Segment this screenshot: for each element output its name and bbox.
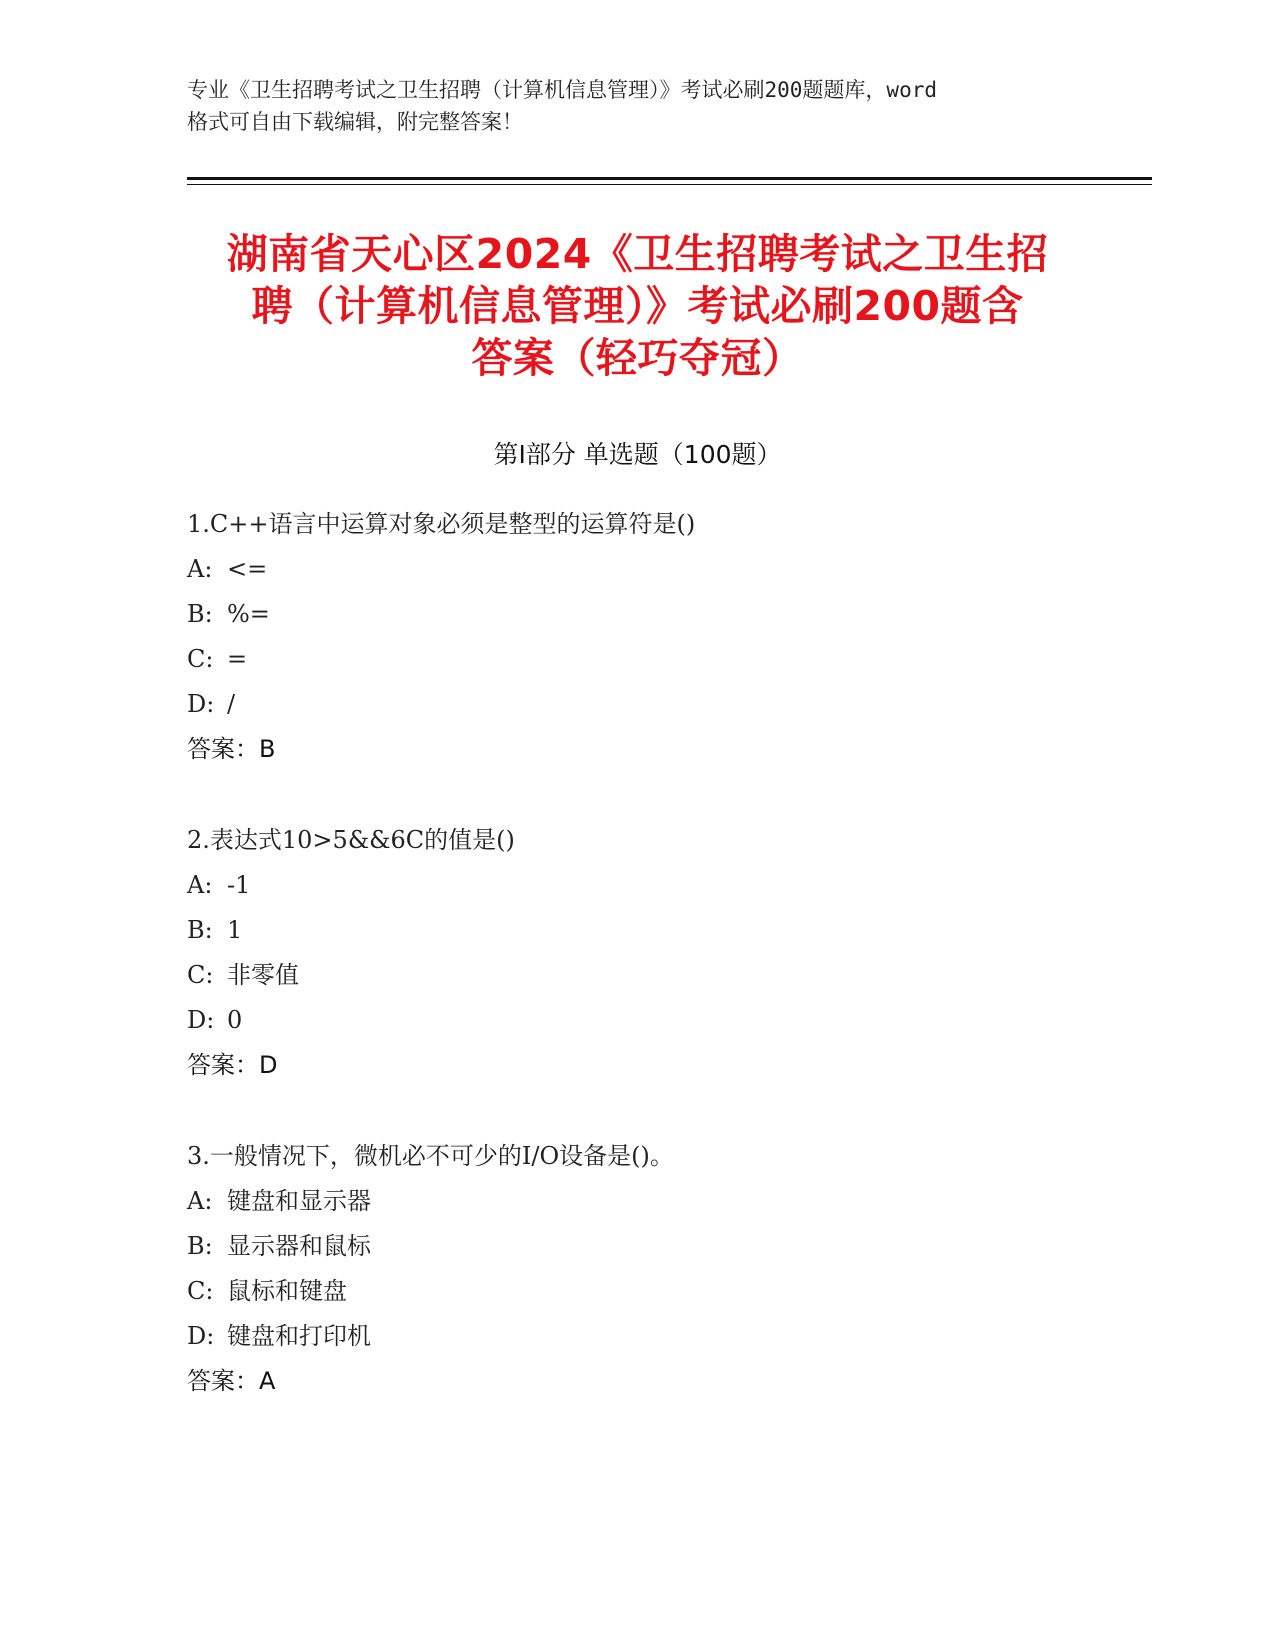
question-1 [187,502,1187,772]
title-line-3: 答案（轻巧夺冠） [471,334,804,382]
section-heading: 第Ⅰ部分 单选题（100题） [493,440,782,469]
option-text: 1 [227,916,243,944]
question-3 [187,1134,1187,1404]
option-text: -1 [227,871,251,899]
option-c [187,953,1187,998]
header-note-line-1: 专业《卫生招聘考试之卫生招聘（计算机信息管理）》考试必刷200题题库，word [187,78,937,102]
option-c [187,1269,1187,1314]
document-title [160,228,1115,384]
option-d [187,1314,1187,1359]
option-b [187,908,1187,953]
option-letter: A: [187,555,213,583]
answer-line: 答案：A [187,1367,276,1395]
option-a [187,1179,1187,1224]
option-letter: B: [187,916,213,944]
option-letter: B: [187,600,213,628]
option-d [187,998,1187,1043]
answer-line: 答案：D [187,1051,278,1079]
option-letter: B: [187,1232,213,1260]
option-letter: C: [187,961,214,989]
option-b [187,1224,1187,1269]
option-text: = [227,645,248,673]
option-text: 显示器和鼠标 [227,1232,371,1260]
option-letter: A: [187,1187,213,1215]
option-text: 0 [227,1006,243,1034]
option-letter: D: [187,690,215,718]
header-note [187,74,1107,138]
option-text: 键盘和打印机 [227,1322,371,1350]
option-letter: C: [187,1277,214,1305]
question-stem: 3.一般情况下，微机必不可少的I/O设备是()。 [187,1142,674,1170]
option-a [187,863,1187,908]
header-note-line-2: 格式可自由下载编辑，附完整答案！ [187,110,523,134]
header-divider-thick [187,177,1152,180]
option-c [187,637,1187,682]
header-divider-thin [187,184,1152,185]
option-d [187,682,1187,727]
option-letter: D: [187,1322,215,1350]
option-letter: D: [187,1006,215,1034]
title-line-2: 聘（计算机信息管理）》考试必刷200题含 [251,282,1024,330]
option-text: %= [227,600,270,628]
option-text: 键盘和显示器 [227,1187,371,1215]
question-stem: 1.C++语言中运算对象必须是整型的运算符是() [187,510,696,538]
option-letter: A: [187,871,213,899]
option-text: <= [227,555,268,583]
option-a [187,547,1187,592]
title-line-1: 湖南省天心区2024《卫生招聘考试之卫生招 [226,230,1049,278]
question-2 [187,818,1187,1088]
option-text: 非零值 [227,961,299,989]
option-b [187,592,1187,637]
answer-line: 答案：B [187,735,276,763]
option-text: / [227,690,236,718]
option-letter: C: [187,645,214,673]
question-stem: 2.表达式10>5&&6C的值是() [187,826,515,854]
option-text: 鼠标和键盘 [227,1277,347,1305]
